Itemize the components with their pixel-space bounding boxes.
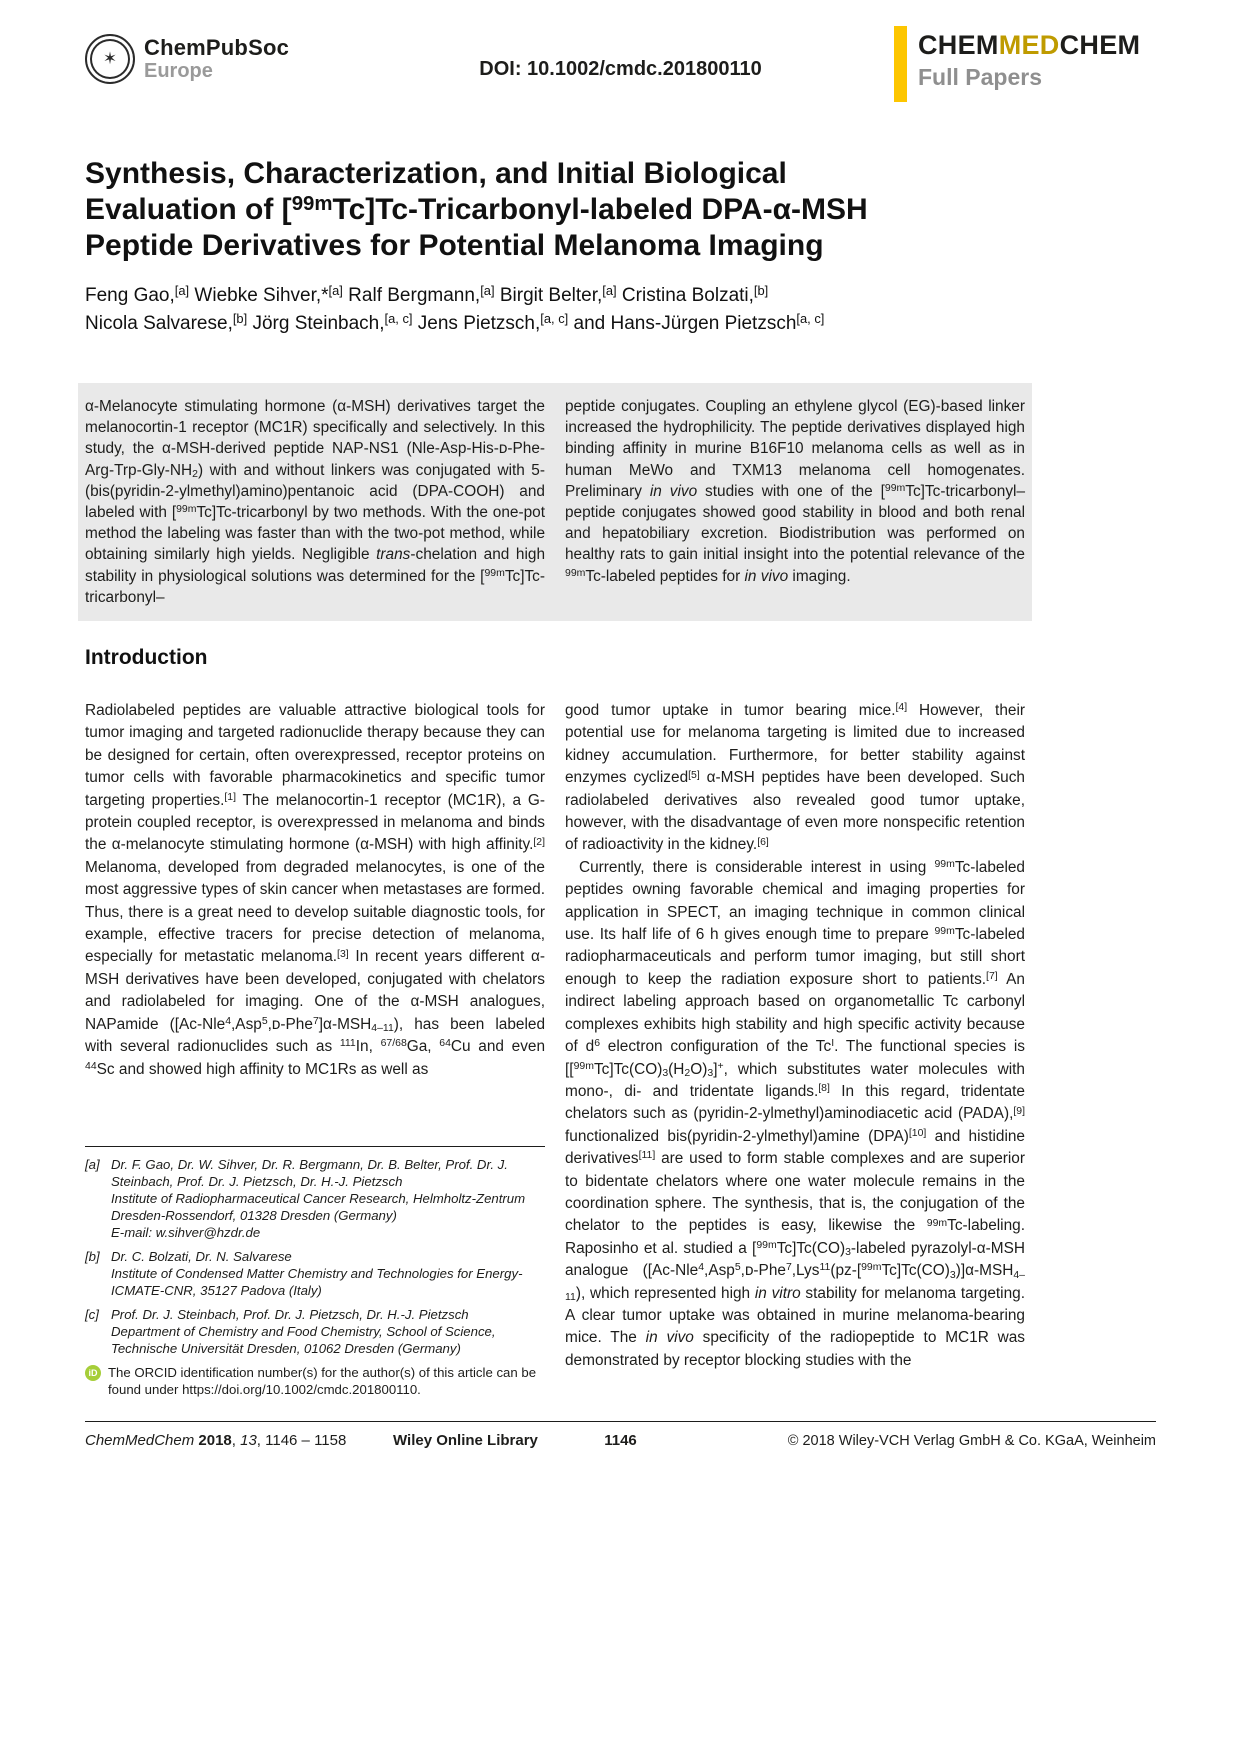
orcid-doi-link[interactable]: https://doi.org/10.1002/cmdc.201800110. [182,1382,421,1397]
journal-brand-text [918,26,1140,102]
journal-title [918,30,1140,61]
abstract-column-2: peptide conjugates. Coupling an ethylene glycol (EG)-based linker increased the hydrophilicity. The peptide derivatives displayed high binding affinity in murine B16F10 melanoma cells as well as in human MeWo and TXM13 melanoma cell homogenates. Preliminary in vivo studies with one of the [$^{99m}$Tc]Tc-tricarbonyl–peptide conjugates showed good stability in blood and both renal and hepatobiliary excretion. Biodistribution was performed on healthy rats to gain initial insight into the potential relevance of the $^{99m}$Tc-labeled peptides for in vivo imaging. [565,398,1025,585]
orcid-note-text [108,1364,545,1398]
page-header [85,26,1156,106]
publisher-region: Europe [144,60,213,82]
footnote-b [85,1248,545,1299]
footnote-a-label: [a] [85,1157,100,1172]
author-line-1: Feng Gao,[a] Wiebke Sihver,*[a] Ralf Bergmann,[a] Birgit Belter,[a] Cristina Bolzati,[b] [85,283,769,306]
footnote-c-names: Prof. Dr. J. Steinbach, Prof. Dr. J. Pietzsch, Dr. H.-J. Pietzsch [111,1307,469,1322]
footnote-a-names: Dr. F. Gao, Dr. W. Sihver, Dr. R. Bergmann, Dr. B. Belter, Prof. Dr. J. Steinbach, Prof. Dr. J. Pietzsch, Dr. H.-J. Pietzsch [111,1157,508,1189]
introduction-body [85,700,1025,1398]
introduction-paragraph-3: Currently, there is considerable interest in using $^{99m}$Tc-labeled peptides owning favorable chemical and imaging properties for application in SPECT, an imaging technique in common clinical use. Its half life of 6 h gives enough time to prepare $^{99m}$Tc-labeled radiopharmaceuticals and perform tumor imaging, but still short enough to keep the radiation exposure short to patients.[7] An indirect labeling approach based on organometallic Tc carbonyl complexes exhibits high stability and high specific activity because of $d^6$ electron configuration of the $Tc^I$. The functional species is $[[^{99m}Tc]Tc(CO)_3(H_2O)_3]^+$, which substitutes water molecules with mono-, di- and tridentate ligands.[8] In this regard, tridentate chelators such as (pyridin-2-ylmethyl)aminodiacetic acid (PADA),[9] functionalized bis(pyridin-2-ylmethyl)amine (DPA)[10] and histidine derivatives[11] are used to form stable complexes and are superior to bidentate chelators where one water molecule remains in the coordination sphere. The synthesis, that is, the conjugation of the chelator to the peptides is easy, likewise the $^{99m}$Tc-labeling. Raposinho et al. studied a $[^{99m}Tc]Tc(CO)_3$-labeled pyrazolyl-α-MSH analogue $([Ac-Nle^4,Asp^5,ᴅ-Phe^7,Lys^{11}(pz-[^{99m}Tc]Tc(CO)_3)]\alpha-MSH_{4-11})$, which represented high in vitro stability for melanoma targeting. A clear tumor uptake was obtained in murine melanoma-bearing mice. The in vivo specificity of the radiopeptide to MC1R was demonstrated by receptor blocking studies with the [565,858,1026,1369]
footnote-c [85,1306,545,1357]
publisher-name: ChemPubSoc [144,35,290,60]
orcid-icon[interactable]: iD [85,1365,101,1381]
journal-title-chem2: CHEM [1059,30,1141,60]
introduction-column-2 [565,700,1025,1398]
abstract-column-1: α-Melanocyte stimulating hormone (α-MSH) derivatives target the melanocortin-1 receptor (MC1R) specifically and selectively. In this study, the α-MSH-derived peptide NAP-NS1 $(Nle-Asp-His-ᴅ-Phe-Arg-Trp-Gly-NH_2)$ with and without linkers was conjugated with 5-(bis(pyridin-2-ylmethyl)amino)pentanoic acid (DPA-COOH) and labeled with [$^{99m}$Tc]Tc-tricarbonyl by two methods. With the one-pot method the labeling was faster than with the two-pot method, while obtaining similarly high yields. Negligible trans-chelation and high stability in physiological solutions was determined for the [$^{99m}$Tc]Tc-tricarbonyl– [85,398,545,606]
footnotes [85,1146,545,1398]
author-list [85,282,1065,338]
orcid-statement: The ORCID identification number(s) for the author(s) of this article can be found under [108,1365,537,1397]
logo-star-glyph: ✶ [102,49,118,69]
introduction-paragraph-2: good tumor uptake in tumor bearing mice.[4] However, their potential use for melanoma targeting is limited due to increased kidney accumulation. Furthermore, for better stability against enzymes cyclized[5] α-MSH peptides have been developed. Such radiolabeled derivatives also revealed good tumor uptake, however, with the disadvantage of even more nonspecific retention of radioactivity in the kidney.[6] [565,702,1025,854]
article-title-line-2: Evaluation of [$^{99m}$Tc]Tc-Tricarbonyl-labeled DPA-α-MSH [85,192,868,226]
article-type: Full Papers [918,64,1042,90]
author-line-2: Nicola Salvarese,[b] Jörg Steinbach,[a, c] Jens Pietzsch,[a, c] and Hans-Jürgen Pietzsch[a, c] [85,311,825,334]
article-title [85,156,1065,264]
orcid-note [85,1364,545,1398]
chempubsoc-logo [85,34,347,84]
abstract [78,383,1032,621]
footnote-b-affiliation: Institute of Condensed Matter Chemistry and Technologies for Energy-ICMATE-CNR, 35127 Padova (Italy) [111,1266,523,1298]
brand-accent-bar [894,26,907,102]
page-number: 1146 [604,1432,637,1449]
journal-title-med: MED [998,30,1060,60]
footnote-a [85,1156,545,1241]
introduction-column-1 [85,700,545,1398]
chempubsoc-logo-icon [85,34,135,84]
footnote-a-email-link[interactable]: E-mail: w.sihver@hzdr.de [111,1225,261,1240]
publisher-text [144,36,289,82]
journal-reference: ChemMedChem 2018, 13, 1146 – 1158 [85,1432,347,1449]
footnote-c-label: [c] [85,1307,99,1322]
wiley-online-library: Wiley Online Library [393,1432,538,1449]
footnote-a-body [111,1156,545,1241]
footnote-b-label: [b] [85,1249,100,1264]
footnote-b-body [111,1248,545,1299]
journal-title-chem1: CHEM [918,30,999,60]
copyright: © 2018 Wiley-VCH Verlag GmbH & Co. KGaA, Weinheim [787,1433,1156,1449]
footnote-a-affiliation: Institute of Radiopharmaceutical Cancer Research, Helmholtz-Zentrum Dresden-Rossendorf, 01328 Dresden (Germany) [111,1191,526,1223]
section-heading-introduction: Introduction [85,646,208,669]
footnote-c-body [111,1306,545,1357]
journal-brand [894,26,1156,102]
article-title-line-1: Synthesis, Characterization, and Initial Biological [85,157,787,190]
introduction-paragraph-1: Radiolabeled peptides are valuable attractive biological tools for tumor imaging and targeted radionuclide therapy because they can be designed for certain, often overexpressed, receptor proteins on tumor cells with favorable pharmacokinetics and specific tumor targeting properties.[1] The melanocortin-1 receptor (MC1R), a G-protein coupled receptor, is overexpressed in melanoma and binds the α-melanocyte stimulating hormone (α-MSH) with high affinity.[2] Melanoma, developed from degraded melanocytes, is one of the most aggressive types of skin cancer when metastases are formed. Thus, there is a great need to develop suitable diagnostic tools, for example, effective tracers for precise detection of melanoma, especially for metastatic melanoma.[3] In recent years different α-MSH derivatives have been developed, conjugated with chelators and radiolabeled for imaging. One of the α-MSH analogues, NAPamide $([Ac-Nle^4,Asp^5,ᴅ-Phe^7]\alpha-MSH_{4-11})$, has been labeled with several radionuclides such as $^{111}$In, $^{67/68}$Ga, $^{64}$Cu and even $^{44}$Sc and showed high affinity to MC1Rs as well as [85,702,546,1078]
footnote-c-affiliation: Department of Chemistry and Food Chemistry, School of Science, Technische Universität Dresden, 01062 Dresden (Germany) [111,1324,496,1356]
doi: DOI: 10.1002/cmdc.201800110 [479,58,762,80]
article-title-line-3: Peptide Derivatives for Potential Melanoma Imaging [85,229,824,262]
page-footer [85,1421,1156,1449]
footnote-b-names: Dr. C. Bolzati, Dr. N. Salvarese [111,1249,292,1264]
